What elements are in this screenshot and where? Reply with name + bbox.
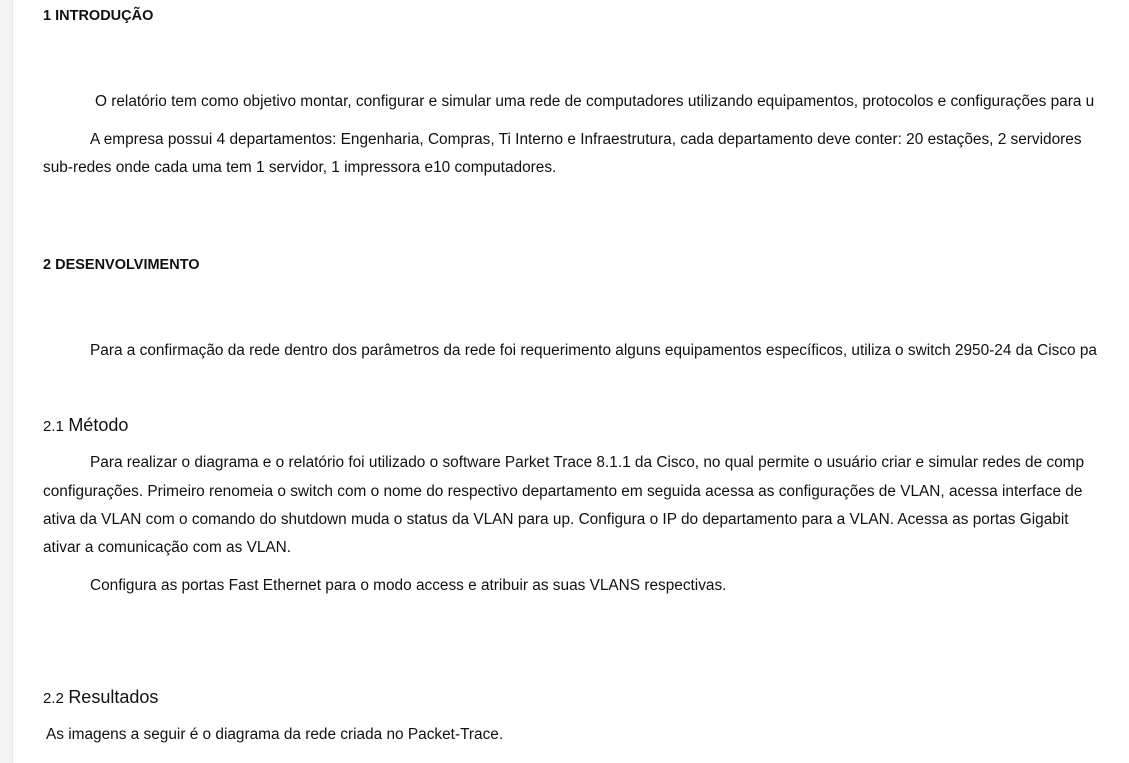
document-page bbox=[43, 0, 1129, 763]
heading-metodo-title: Método bbox=[68, 415, 129, 435]
method-line-4: ativar a comunicação com as VLAN. bbox=[43, 539, 292, 556]
heading-desenvolvimento: 2 DESENVOLVIMENTO bbox=[43, 257, 200, 273]
method-line-2: configurações. Primeiro renomeia o switch com o nome do respectivo departamento em seguida acessa as configurações de VLAN, acessa interface de bbox=[43, 483, 1083, 500]
results-paragraph-1: As imagens a seguir é o diagrama da rede criada no Packet-Trace. bbox=[46, 726, 504, 743]
heading-resultados-number: 2.2 bbox=[43, 690, 64, 707]
heading-resultados-title: Resultados bbox=[68, 687, 159, 707]
heading-introducao: 1 INTRODUÇÃO bbox=[43, 8, 154, 24]
dev-paragraph-1: Para a confirmação da rede dentro dos parâmetros da rede foi requerimento alguns equipamentos específicos, utiliza o switch 2950-24 da Cisco pa bbox=[90, 342, 1097, 359]
heading-metodo bbox=[43, 414, 128, 438]
page-left-margin bbox=[0, 0, 13, 763]
method-line-3: ativa da VLAN com o comando do shutdown muda o status da VLAN para up. Configura o IP do departamento para a VLAN. Acessa as portas Gigabit bbox=[43, 511, 1069, 528]
intro-paragraph-1: O relatório tem como objetivo montar, configurar e simular uma rede de computadores utilizando equipamentos, protocolos e configurações para u bbox=[95, 93, 1095, 110]
heading-metodo-number: 2.1 bbox=[43, 418, 64, 435]
intro-paragraph-2-line-2: sub-redes onde cada uma tem 1 servidor, 1 impressora e10 computadores. bbox=[43, 159, 557, 176]
method-paragraph-2: Configura as portas Fast Ethernet para o modo access e atribuir as suas VLANS respectivas. bbox=[90, 577, 727, 594]
intro-paragraph-2-line-1: A empresa possui 4 departamentos: Engenharia, Compras, Ti Interno e Infraestrutura, cada departamento deve conter: 20 estações, 2 servidores bbox=[90, 131, 1082, 148]
method-line-1: Para realizar o diagrama e o relatório foi utilizado o software Parket Trace 8.1.1 da Cisco, no qual permite o usuário criar e simular redes de comp bbox=[90, 454, 1085, 471]
heading-resultados bbox=[43, 686, 158, 710]
